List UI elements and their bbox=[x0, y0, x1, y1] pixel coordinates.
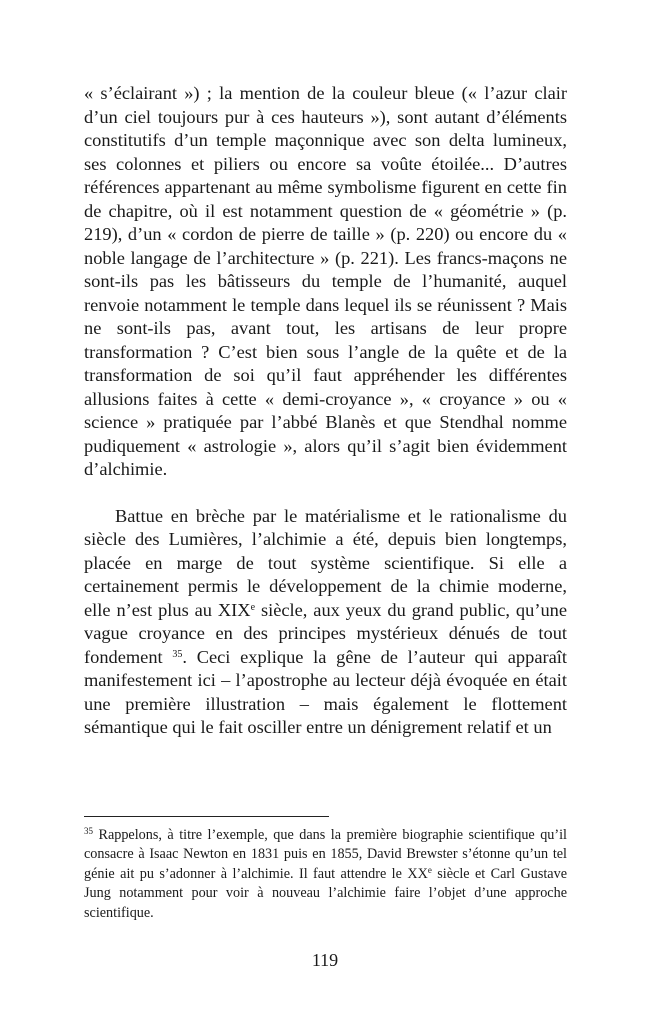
footnote-number: 35 bbox=[84, 826, 93, 836]
paragraph-1: « s’éclairant ») ; la mention de la couleur bleue (« l’azur clair d’un ciel toujours pur à ces hauteurs »), sont autant d’éléments constitutifs d’un temple maçonnique avec son delta lumineux, ses colonnes et piliers ou encore sa voûte étoilée... D’autres références appartenant au même symbolisme figurent en cette fin de chapitre, où il est notamment question de « géométrie » (p. 219), d’un « cordon de pierre de taille » (p. 220) ou encore du « noble langage de l’architecture » (p. 221). Les francs-maçons ne sont-ils pas les bâtisseurs du temple de l’humanité, auquel renvoie notamment le temple dans lequel ils se réunissent ? Mais ne sont-ils pas, avant tout, les artisans de leur propre transformation ? C’est bien sous l’angle de la quête et de la transformation de soi qu’il faut appréhender les différentes allusions faites à cette « demi-croyance », « croyance » ou « science » pratiquée par l’abbé Blanès et que Stendhal nomme pudiquement « astrologie », alors qu’il s’agit bien évidemment d’alchimie. bbox=[84, 83, 567, 479]
footnote-century-superscript: e bbox=[427, 864, 432, 875]
footnote-reference[interactable]: 35 bbox=[172, 648, 183, 660]
main-text bbox=[84, 82, 567, 740]
footnote-separator bbox=[84, 816, 329, 817]
paragraph-2 bbox=[84, 505, 567, 740]
paragraph-2-part-b: siècle, aux yeux du grand public, qu’une vague croyance en des principes mystérieux dénués de tout fondement bbox=[84, 599, 567, 667]
century-superscript: e bbox=[250, 601, 256, 613]
paragraph-2-part-a: Battue en brèche par le matérialisme et le rationalisme du siècle des Lumières, l’alchimie a été, depuis bien longtemps, placée en marge de tout système scientifique. Si elle a certainement permis le développement de la chimie moderne, elle n’est plus au XIX bbox=[84, 505, 567, 620]
footnote bbox=[84, 826, 567, 923]
footnote-text-b: siècle et Carl Gustave Jung notamment pour voir à nouveau l’alchimie faire l’objet d’une approche scientifique. bbox=[84, 865, 567, 921]
page-number: 119 bbox=[311, 950, 339, 970]
footnote-text-a: Rappelons, à titre l’exemple, que dans la première biographie scientifique qu’il consacre à Isaac Newton en 1831 puis en 1855, David Brewster s’étonne qu’un tel génie ait pu s’adonner à l’alchimie. Il faut attendre le XX bbox=[84, 827, 567, 882]
paragraph-2-part-c: . Ceci explique la gêne de l’auteur qui apparaît manifestement ici – l’apostrophe au lecteur déjà évoquée en était une première illustration – mais également le flottement sémantique qui le fait osciller entre un dénigrement relatif et un bbox=[84, 646, 567, 737]
